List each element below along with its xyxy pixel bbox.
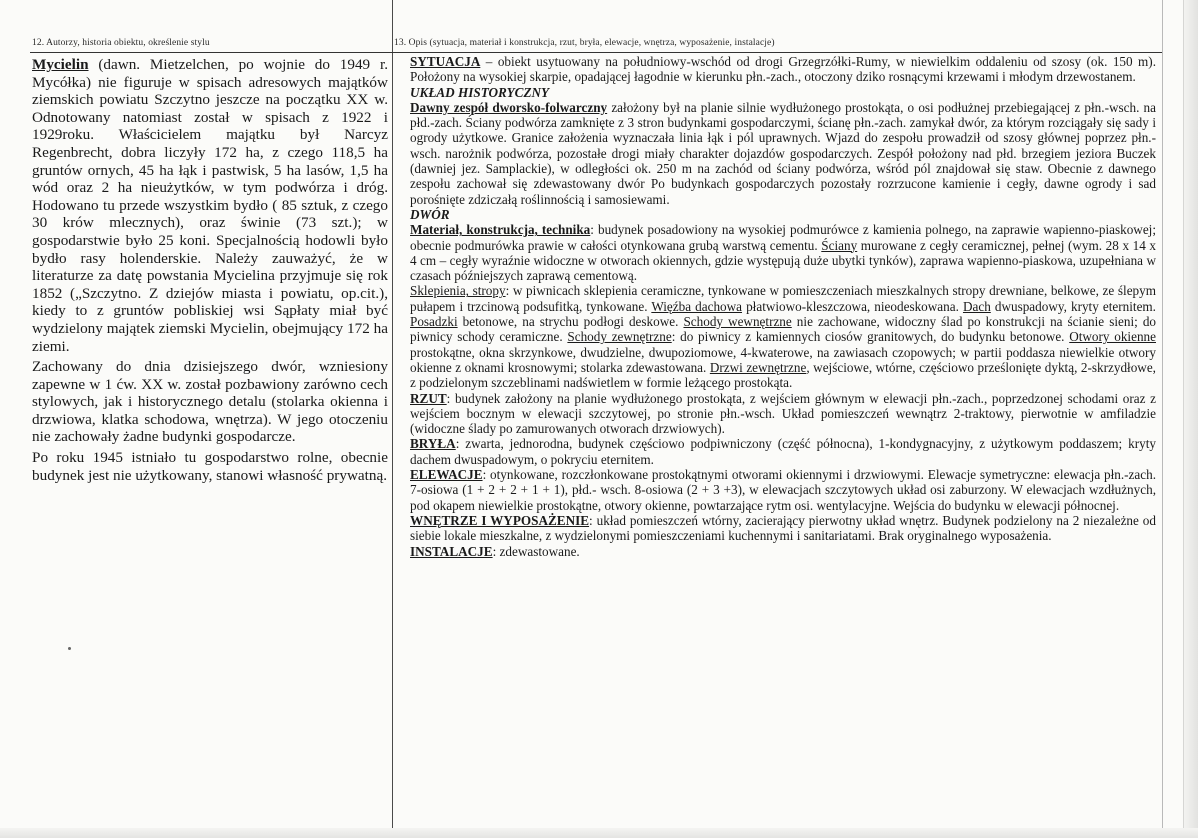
sciany-text: murowane z cegły ceramicznej, pełnej (wym. 28 x 14 x 4 cm – cegły wyraźnie widoczne w otworach okiennych, gdzie występują duże ubytki tynków), zaprawa wapienno-piaskowa, uzupełniana w czasach późniejszych zaprawą cementową. — [410, 237, 1156, 284]
schody-zewnetrzne-label: Schody zewnętrzne — [567, 329, 672, 345]
section-elewacje — [410, 467, 1156, 513]
drzwi-zewnetrzne-label: Drzwi zewnętrzne — [709, 359, 807, 375]
instalacje-label: INSTALACJE — [410, 543, 493, 559]
section-material — [410, 222, 1156, 283]
left-column — [30, 0, 393, 838]
sklepienia-label: Sklepienia, stropy — [410, 283, 506, 299]
page-edge-bottom — [0, 828, 1198, 838]
page-edge-right — [1183, 0, 1198, 838]
material-label: Materiał, konstrukcja, technika — [410, 222, 591, 238]
history-text — [30, 56, 392, 484]
history-paragraph-3: Po roku 1945 istniało tu gospodarstwo rolne, obecnie budynek jest nie użytkowany, stanowi własność prywatną. — [32, 449, 388, 484]
sytuacja-label: SYTUACJA — [410, 54, 481, 69]
dwor-heading: DWÓR — [410, 206, 450, 222]
rzut-text: : budynek założony na planie wydłużonego prostokąta, z wejściem głównym w elewacji płn.-zach., poprzedzonej schodami oraz z wejściem bocznym w elewacji szczytowej, po stronie płn.-wsch. Układ pomieszczeń wewnątrz 2-traktowy, pierwotnie w amfiladzie (widoczne ślady po zamurowanych otworach drzwiowych). — [410, 390, 1156, 437]
zespol-label: Dawny zespół dworsko-folwarczny — [410, 99, 608, 115]
description-text — [392, 54, 1162, 559]
uklad-heading: UKŁAD HISTORYCZNY — [410, 84, 550, 100]
history-paragraph-2: Zachowany do dnia dzisiejszego dwór, wzniesiony zapewne w 1 ćw. XX w. został pozbawiony zarówno cech stylowych, jak i historycznego detalu (stolarka okienna i drzwiowa, klatka schodowa, wnętrza). W jego otoczeniu nie zachowały żadne budynki gospodarcze. — [32, 358, 388, 446]
dach-text: dwuspadowy, kryty eternitem. — [990, 298, 1156, 314]
rzut-label: RZUT — [410, 390, 447, 406]
section-zespol — [410, 100, 1156, 207]
wnetrze-label: WNĘTRZE I WYPOSAŻENIE — [410, 512, 590, 528]
section-rzut — [410, 391, 1156, 437]
left-column-header: 12. Autorzy, historia obiektu, określenie stylu — [30, 0, 392, 53]
place-name: Mycielin — [32, 56, 89, 73]
schody-wewnetrzne-label: Schody wewnętrzne — [683, 314, 792, 330]
elewacje-text: : otynkowane, rozczłonkowane prostokątnymi otworami okiennymi i drzwiowymi. Elewacje symetryczne: elewacja płn.-zach. 7-osiowa (1 + 2 + 2 + 1 + 1), płd.- wsch. 8-osiowa (2 + 3 +3), w elewacjach szczytowych układ osi zaburzony. W elewacjach wzdłużnych, pod okapem niewielkie prostokątne, otwory okienne, powtarzające rytm osi. wentylacyjne. Wejścia do budynku w elewacji północnej. — [410, 467, 1156, 513]
wiezba-label: Więźba dachowa — [651, 298, 743, 314]
right-column — [392, 0, 1163, 838]
dach-label: Dach — [962, 298, 991, 314]
sytuacja-text: – obiekt usytuowany na południowy-wschód od drogi Grzegrzółki-Rumy, w niewielkim oddaleniu od szosy (ok. 150 m). Położony na wysokiej skarpie, opadającej łagodnie w kierunku płn.-zach., otoczony dziko rosnącymi krzewami i młodym drzewostanem. — [410, 54, 1156, 85]
wnetrze-text: : układ pomieszczeń wtórny, zacierający pierwotny układ wnętrz. Budynek podzielony na 2 niezależne od siebie lokale mieszkalne, z wydzielonymi pomieszczeniami kuchennymi i sanitariatami. Brak oryginalnego wyposażenia. — [410, 512, 1156, 544]
bryla-text: : zwarta, jednorodna, budynek częściowo podpiwniczony (część północna), 1-kondygnacyjny, z użytkowym poddaszem; kryty dachem dwuspadowym, o pokryciu eternitem. — [410, 436, 1156, 467]
posadzki-label: Posadzki — [410, 314, 458, 330]
drzwi-zewnetrzne-text: , wejściowe, wtórne, częściowo prześlonięte dyktą, 2-skrzydłowe, z podzielonym szczeblinami nadświetlem w formie leżącego prostokąta. — [410, 359, 1156, 391]
sciany-label: Ściany — [821, 237, 858, 253]
scan-speck — [68, 647, 71, 650]
bryla-label: BRYŁA — [410, 436, 456, 452]
history-paragraph-1 — [32, 56, 388, 355]
wiezba-text: płatwiowo-kleszczowa, nieodeskowana. — [742, 298, 963, 314]
section-instalacje — [410, 544, 1156, 559]
section-sklepienia — [410, 283, 1156, 390]
zespol-text: założony był na planie silnie wydłużonego prostokąta, o osi podłużnej przebiegającej z płn.-wsch. na płd.-zach. Ściany podwórza zamknięte z 3 stron budynkami gospodarczymi, ścianę płn.-zach. zamykał dwór, za którym rozciągały się sady i ogrody użytkowe. Granice założenia wyznaczała linia łąk i pól uprawnych. Wjazd do zespołu prowadził od szosy głównej poprzez płn.-wsch. narożnik podwórza, pozostałe drogi miały charakter dojazdów gospodarczych. Zespół położony nad płd. brzegiem jeziora Buczek (dawniej jez. Samplackie), w odległości ok. 250 m na zachód od ściany podwórza, wśród pól znajdował się staw. Obecnie z dawnego zespołu zachował się zdewastowany dwór Po budynkach gospodarczych pozostały rozrzucone kamienie i cegły, dawne ogrody i sad porośnięte zdziczałą roślinnością i samosiewami. — [410, 99, 1156, 207]
right-column-header: 13. Opis (sytuacja, materiał i konstrukcja, rzut, bryła, elewacje, wnętrza, wyposażenie, instalacje) — [392, 0, 1162, 53]
section-sytuacja — [410, 54, 1156, 85]
schody-wewnetrzne-text: nie zachowane, widoczny ślad po konstrukcji na ścianie sieni; do piwnicy schody ceramiczne. — [410, 314, 1157, 345]
otwory-okienne-label: Otwory okienne — [1069, 329, 1156, 345]
elewacje-label: ELEWACJE — [410, 467, 483, 483]
section-wnetrze — [410, 513, 1156, 544]
schody-zewnetrzne-text: : do piwnicy z kamiennych ciosów granitowych, do budynku betonowe. — [671, 329, 1070, 345]
section-bryla — [410, 436, 1156, 467]
posadzki-text: betonowe, na strychu podłogi deskowe. — [457, 314, 684, 330]
history-paragraph-1-text: (dawn. Mietzelchen, po wojnie do 1949 r. Mycółka) nie figuruje w spisach adresowych majątków ziemskich powiatu Szczytno jeszcze na początku XX w. Odnotowany natomiast został w spisach z 1922 i 1929roku. Właścicielem majątku był Narcyz Regenbrecht, dobra liczyły 172 ha, z czego 118,5 ha gruntów ornych, 45 ha łąk i pastwisk, 5 ha lasów, 1,5 ha wód oraz 2 ha nieużytków, w tym podwórza i dróg. Hodowano tu przede wszystkim bydło ( 85 sztuk, z czego 30 krów mlecznych), oraz świnie (73 szt.); w gospodarstwie było 25 koni. Specjalnością hodowli było bydło rasy holenderskie. Należy zauważyć, że w literaturze za datę powstania Mycielina przyjmuje się rok 1852 („Szczytno. Z dziejów miasta i powiatu, op.cit.), kiedy to z gruntów pobliskiej wsi Sąpłaty miał być wydzielony majątek ziemski Mycielin, obejmujący 172 ha ziemi. — [32, 56, 388, 355]
instalacje-text: : zdewastowane. — [492, 543, 580, 559]
material-text: : budynek posadowiony na wysokiej podmurówce z kamienia polnego, na zaprawie wapienno-piaskowej; obecnie podmurówka prawie w całości otynkowana grubą warstwą cementu. — [410, 222, 1156, 253]
sklepienia-text: : w piwnicach sklepienia ceramiczne, tynkowane w pomieszczeniach mieszkalnych stropy drewniane, belkowe, ze ślepym pułapem i trzcinową podsufitką, tynkowane. — [410, 283, 1156, 314]
otwory-okienne-text: prostokątne, okna skrzynkowe, dwudzielne, dwupoziomowe, 4-kwaterowe, na zawiasach czopowych; w partii poddasza niewielkie otwory okienne z oknami krosnowymi; stolarka zdewastowana. — [410, 344, 1156, 375]
